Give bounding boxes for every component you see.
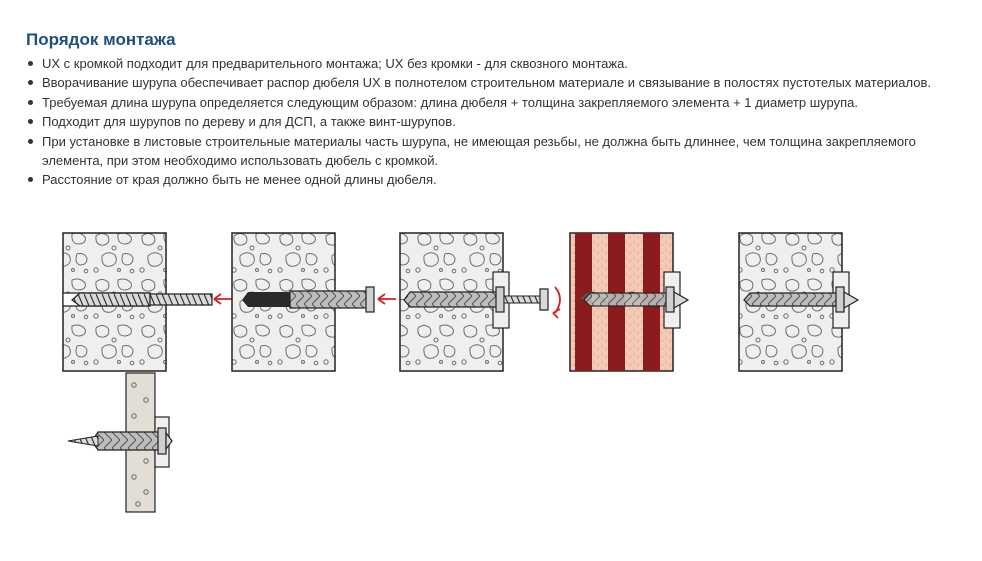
insert-dowel-step-icon [232, 233, 396, 371]
list-item: Требуемая длина шурупа определяется следующим образом: длина дюбеля + толщина закрепляемого элемента + 1 диаметр шурупа. [26, 93, 976, 112]
list-item: Расстояние от края должно быть не менее одной длины дюбеля. [26, 170, 976, 189]
installed-solid-step-icon [739, 233, 858, 371]
list-item: Подходит для шурупов по дереву и для ДСП, а также винт-шурупов. [26, 112, 976, 131]
list-item: UX с кромкой подходит для предварительного монтажа; UX без кромки - для сквозного монтажа. [26, 54, 976, 73]
page-title: Порядок монтажа [26, 30, 176, 49]
board-anchor-step-icon [68, 373, 172, 512]
drive-screw-step-icon [400, 233, 560, 371]
hollow-brick-anchor-step-icon [570, 233, 688, 371]
list-item: Вворачивание шурупа обеспечивает распор дюбеля UX в полнотелом строительном материале и связывание в полостях пустотелых материалов. [26, 73, 976, 92]
list-item: При установке в листовые строительные материалы часть шурупа, не имеющая резьбы, не должна быть длиннее, чем толщина закрепляемого элемента, при этом необходимо использовать дюбель с кромкой. [26, 132, 976, 171]
drill-hole-step-icon [63, 233, 232, 371]
